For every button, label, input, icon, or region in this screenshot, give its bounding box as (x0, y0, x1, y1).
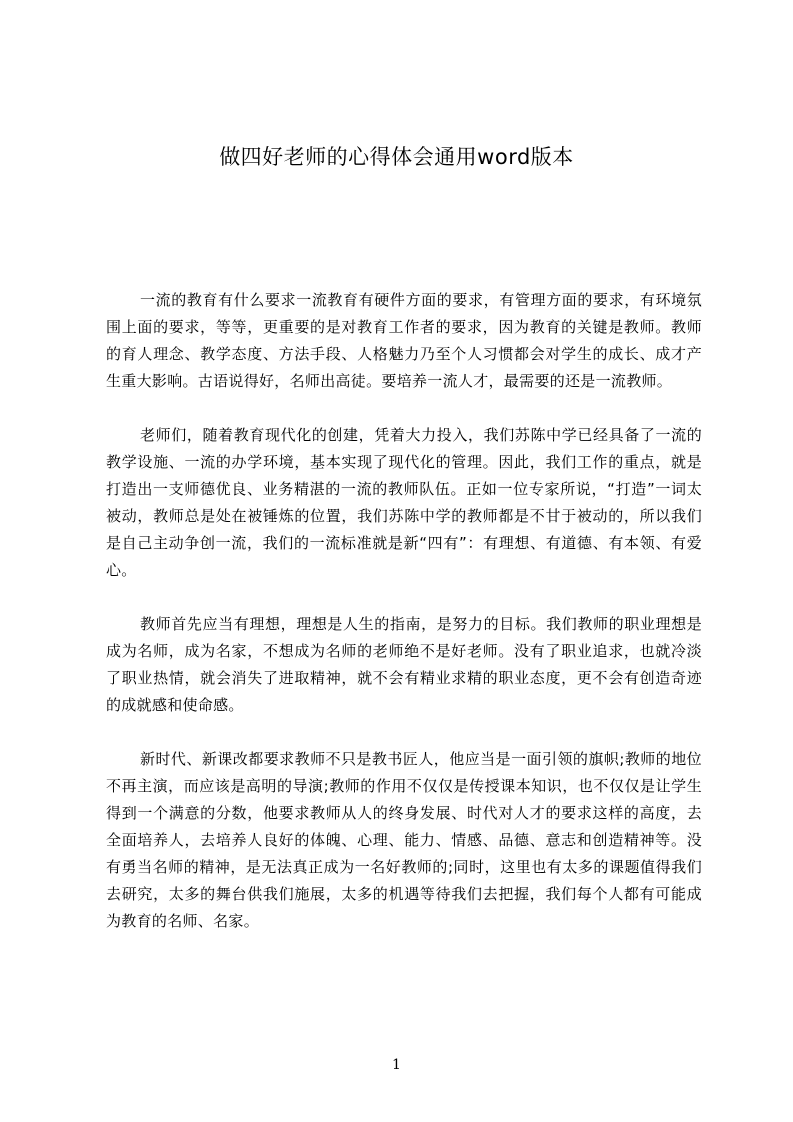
page-number: 1 (392, 1057, 401, 1073)
document-title: 做四好老师的心得体会通用word版本 (219, 145, 574, 169)
paragraph-4: 新时代、新课改都要求教师不只是教书匠人，他应当是一面引领的旗帜;教师的地位不再主演，而应该是高明的导演;教师的作用不仅仅是传授课本知识，也不仅仅是让学生得到一个满意的分数，他要求教师从人的终身发展、时代对人才的要求这样的高度，去全面培养人，去培养人良好的体魄、心理、能力、情感、品德、意志和创造精神等。没有勇当名师的精神，是无法真正成为一名好教师的;同时，这里也有太多的课题值得我们去研究，太多的舞台供我们施展，太多的机遇等待我们去把握，我们每个人都有可能成为教育的名师、名家。 (106, 750, 702, 930)
paragraph-2: 老师们，随着教育现代化的创建，凭着大力投入，我们苏陈中学已经具备了一流的教学设施、一流的办学环境，基本实现了现代化的管理。因此，我们工作的重点，就是打造出一支师德优良、业务精湛的一流的教师队伍。正如一位专家所说，“打造”一词太被动，教师总是处在被锤炼的位置，我们苏陈中学的教师都是不甘于被动的，所以我们是自己主动争创一流，我们的一流标准就是新“四有”：有理想、有道德、有本领、有爱心。 (106, 426, 702, 579)
paragraph-1: 一流的教育有什么要求一流教育有硬件方面的要求，有管理方面的要求，有环境氛围上面的要求，等等，更重要的是对教育工作者的要求，因为教育的关键是教师。教师的育人理念、教学态度、方法手段、人格魅力乃至个人习惯都会对学生的成长、成才产生重大影响。古语说得好，名师出高徒。要培养一流人才，最需要的还是一流教师。 (106, 291, 702, 390)
paragraph-3: 教师首先应当有理想，理想是人生的指南，是努力的目标。我们教师的职业理想是成为名师，成为名家，不想成为名师的老师绝不是好老师。没有了职业追求，也就冷淡了职业热情，就会消失了进取精神，就不会有精业求精的职业态度，更不会有创造奇迹的成就感和使命感。 (106, 615, 702, 714)
document-body (106, 287, 702, 962)
